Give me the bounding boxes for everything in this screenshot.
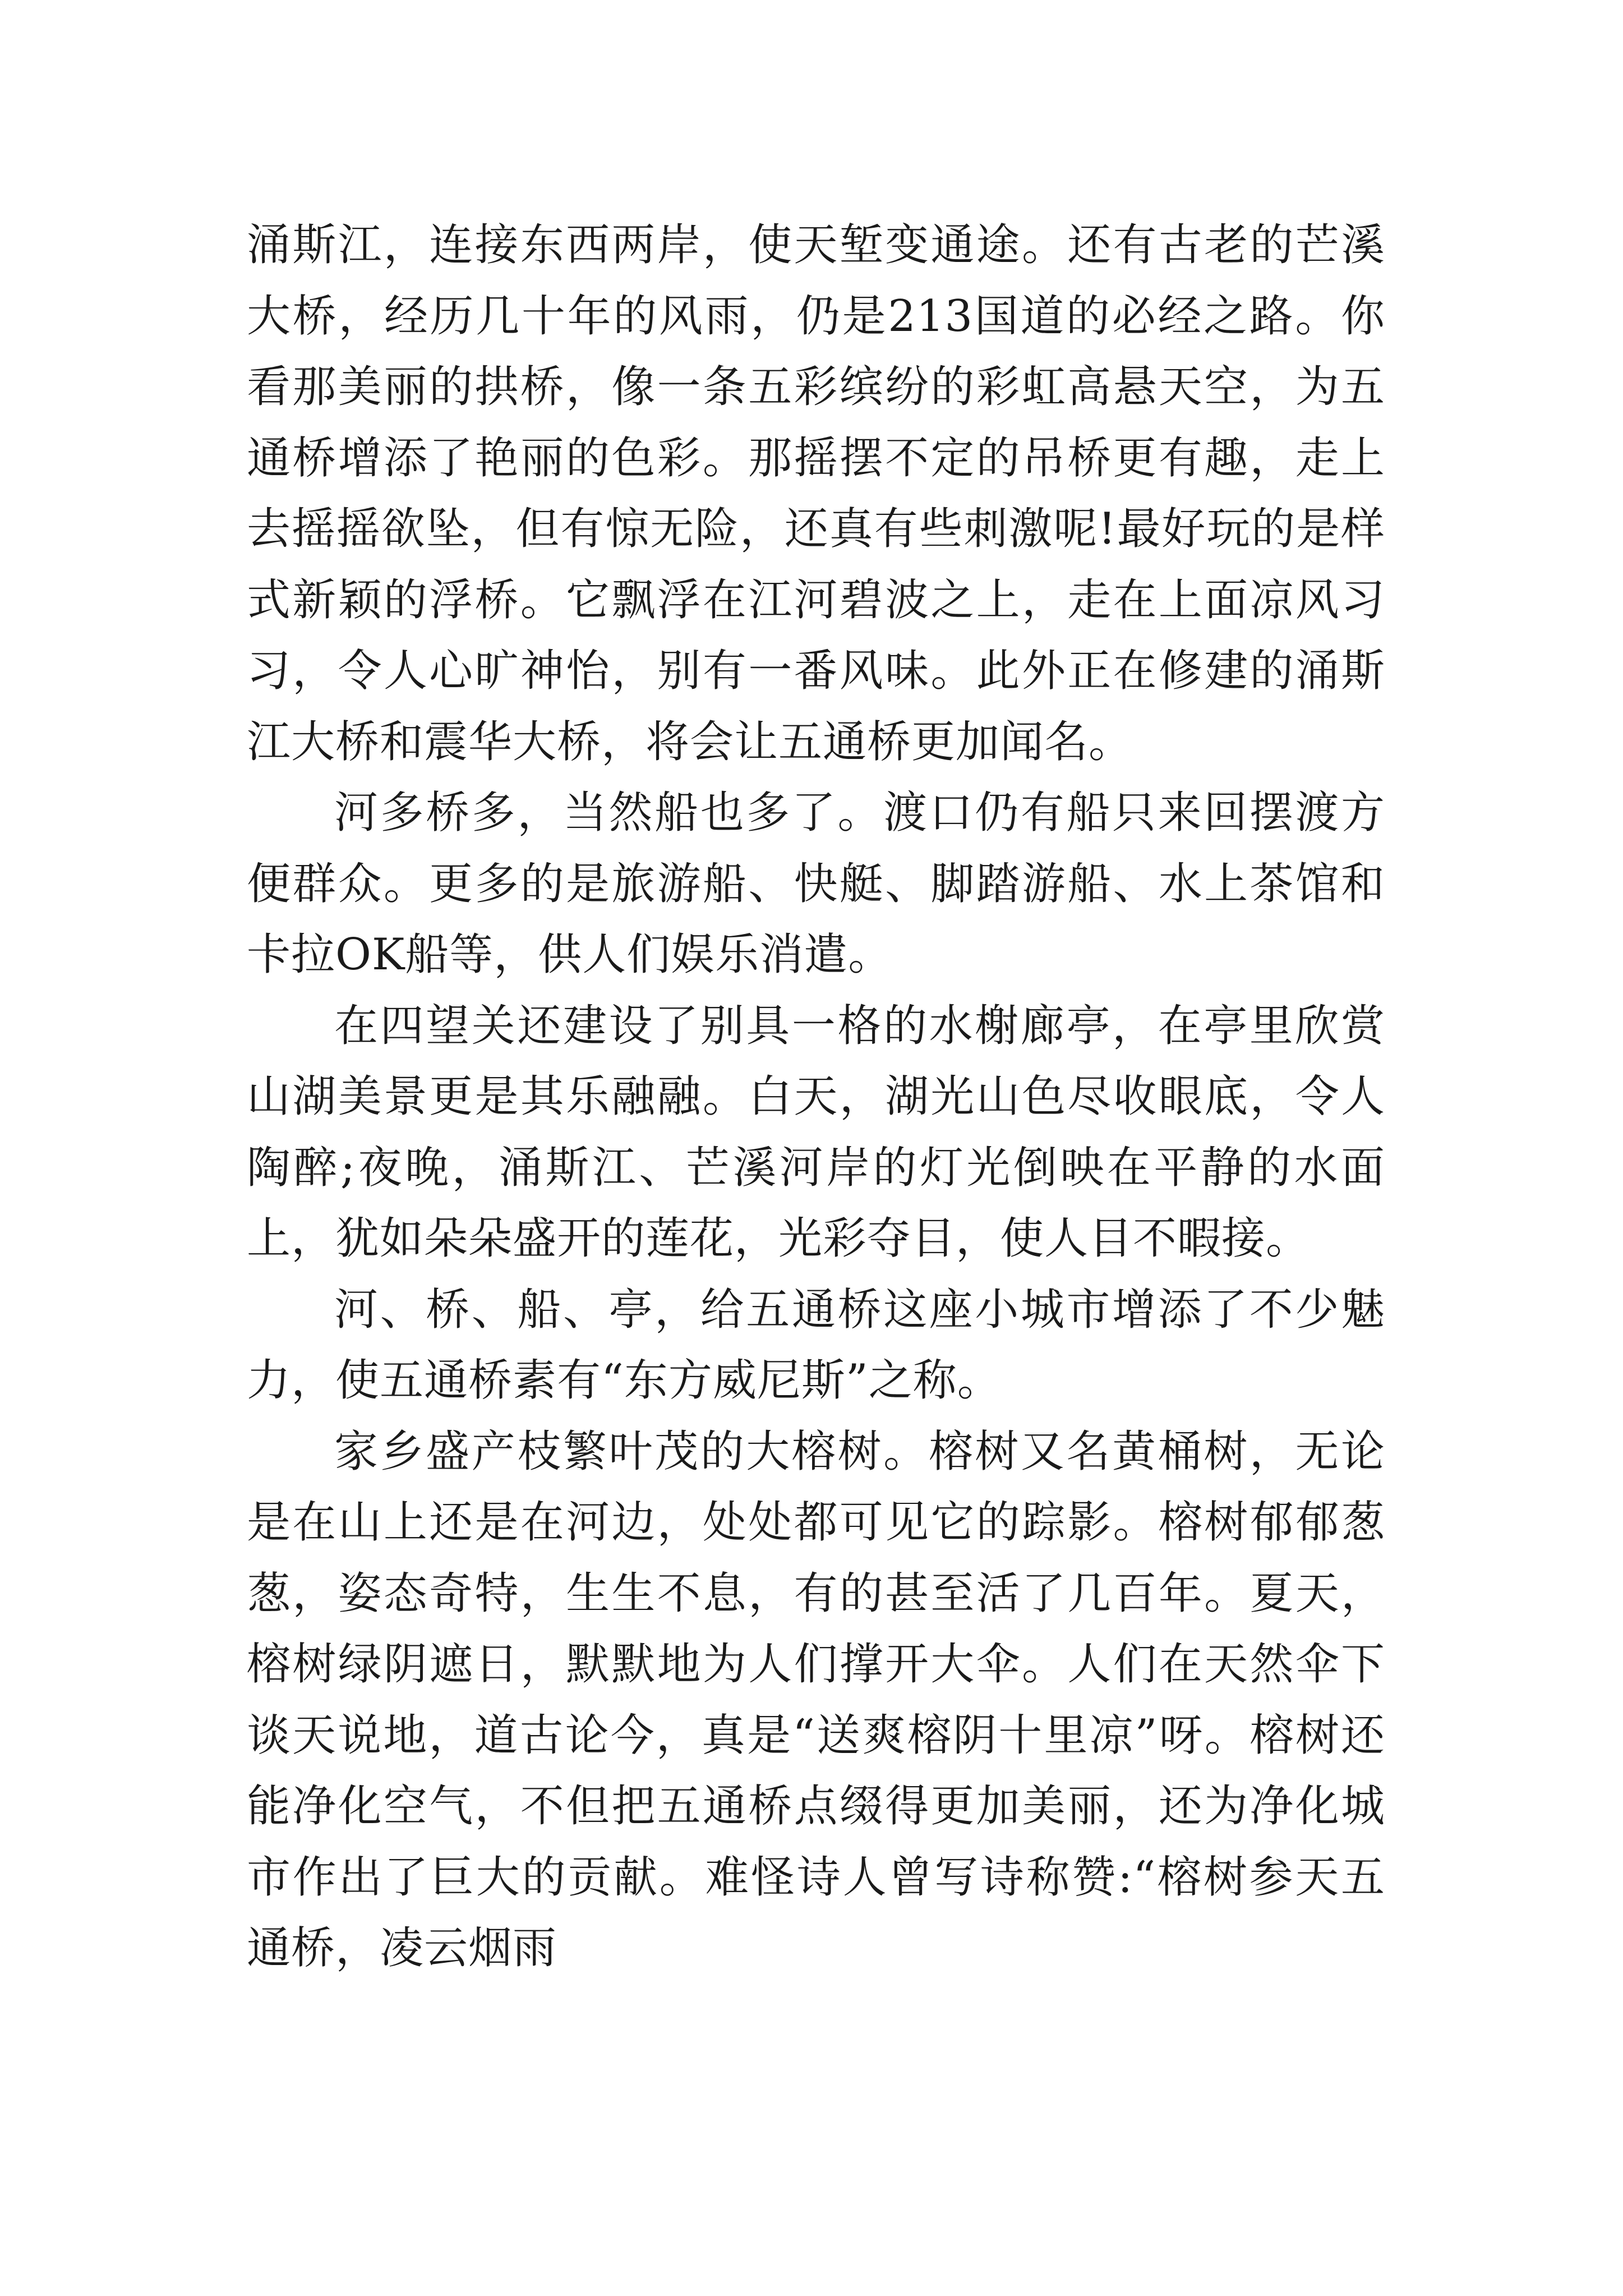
- paragraph-boats: 河多桥多，当然船也多了。渡口仍有船只来回摆渡方便群众。更多的是旅游船、快艇、脚踏游船、水上茶馆和卡拉OK船等，供人们娱乐消遣。: [247, 788, 1385, 980]
- document-body: [247, 210, 1385, 1984]
- paragraph-banyan: 家乡盛产枝繁叶茂的大榕树。榕树又名黄桶树，无论是在山上还是在河边，处处都可见它的踪影。榕树郁郁葱葱，姿态奇特，生生不息，有的甚至活了几百年。夏天，榕树绿阴遮日，默默地为人们撑开大伞。人们在天然伞下谈天说地，道古论今，真是“送爽榕阴十里凉”呀。榕树还能净化空气，不但把五通桥点缀得更加美丽，还为净化城市作出了巨大的贡献。难怪诗人曾写诗称赞:“榕树参天五通桥，凌云烟雨: [247, 1426, 1385, 1973]
- paragraph-bridges: 涌斯江，连接东西两岸，使天堑变通途。还有古老的芒溪大桥，经历几十年的风雨，仍是213国道的必经之路。你看那美丽的拱桥，像一条五彩缤纷的彩虹高悬天空，为五通桥增添了艳丽的色彩。那摇摆不定的吊桥更有趣，走上去摇摇欲坠，但有惊无险，还真有些刺激呢!最好玩的是样式新颖的浮桥。它飘浮在江河碧波之上，走在上面凉风习习，令人心旷神怡，别有一番风味。此外正在修建的涌斯江大桥和震华大桥，将会让五通桥更加闻名。: [247, 220, 1385, 767]
- paragraph-pavilion: 在四望关还建设了别具一格的水榭廊亭，在亭里欣赏山湖美景更是其乐融融。白天，湖光山色尽收眼底，令人陶醉;夜晚，涌斯江、芒溪河岸的灯光倒映在平静的水面上，犹如朵朵盛开的莲花，光彩夺目，使人目不暇接。: [247, 1000, 1385, 1264]
- paragraph-venice: 河、桥、船、亭，给五通桥这座小城市增添了不少魅力，使五通桥素有“东方威尼斯”之称。: [247, 1284, 1385, 1406]
